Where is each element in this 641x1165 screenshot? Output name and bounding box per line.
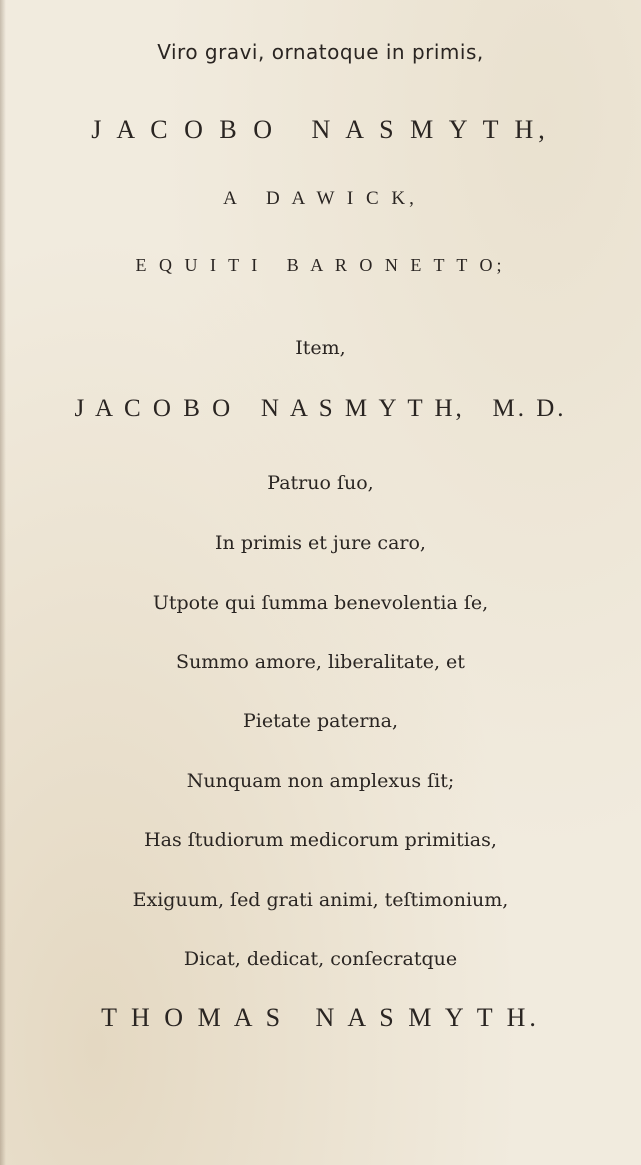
dedication-line-15: Dicat, dedicat, conſecratque (183, 948, 458, 970)
page-edge-shadow (0, 0, 6, 1165)
dedication-line-10: Summo amore, liberalitate, et (176, 651, 465, 673)
dedication-name-jacobo-2: J A C O B O N A S M Y T H, M. D. (74, 395, 567, 422)
dedication-line-13: Has ſtudiorum medicorum primitias, (144, 829, 497, 851)
dedication-line-1: Viro gravi, ornatoque in primis, (157, 40, 484, 64)
dedication-title-baronetto: E Q U I T I B A R O N E T T O; (135, 255, 506, 275)
dedication-line-7: Patruo ſuo, (267, 472, 374, 494)
dedication-line-14: Exiguum, ſed grati animi, teſtimonium, (132, 889, 509, 911)
dedication-line-8: In primis et jure caro, (215, 532, 426, 554)
dedication-place-dawick: A D A W I C K, (223, 188, 418, 209)
dedication-signature-thomas: T H O M A S N A S M Y T H. (101, 1003, 540, 1032)
dedication-line-9: Utpote qui ſumma benevolentia ſe, (152, 592, 489, 614)
dedication-line-11: Pietate paterna, (242, 710, 399, 732)
dedication-line-12: Nunquam non amplexus ſit; (186, 770, 455, 792)
dedication-item: Item, (295, 337, 346, 359)
dedication-name-jacobo-1: J A C O B O N A S M Y T H, (91, 115, 550, 144)
